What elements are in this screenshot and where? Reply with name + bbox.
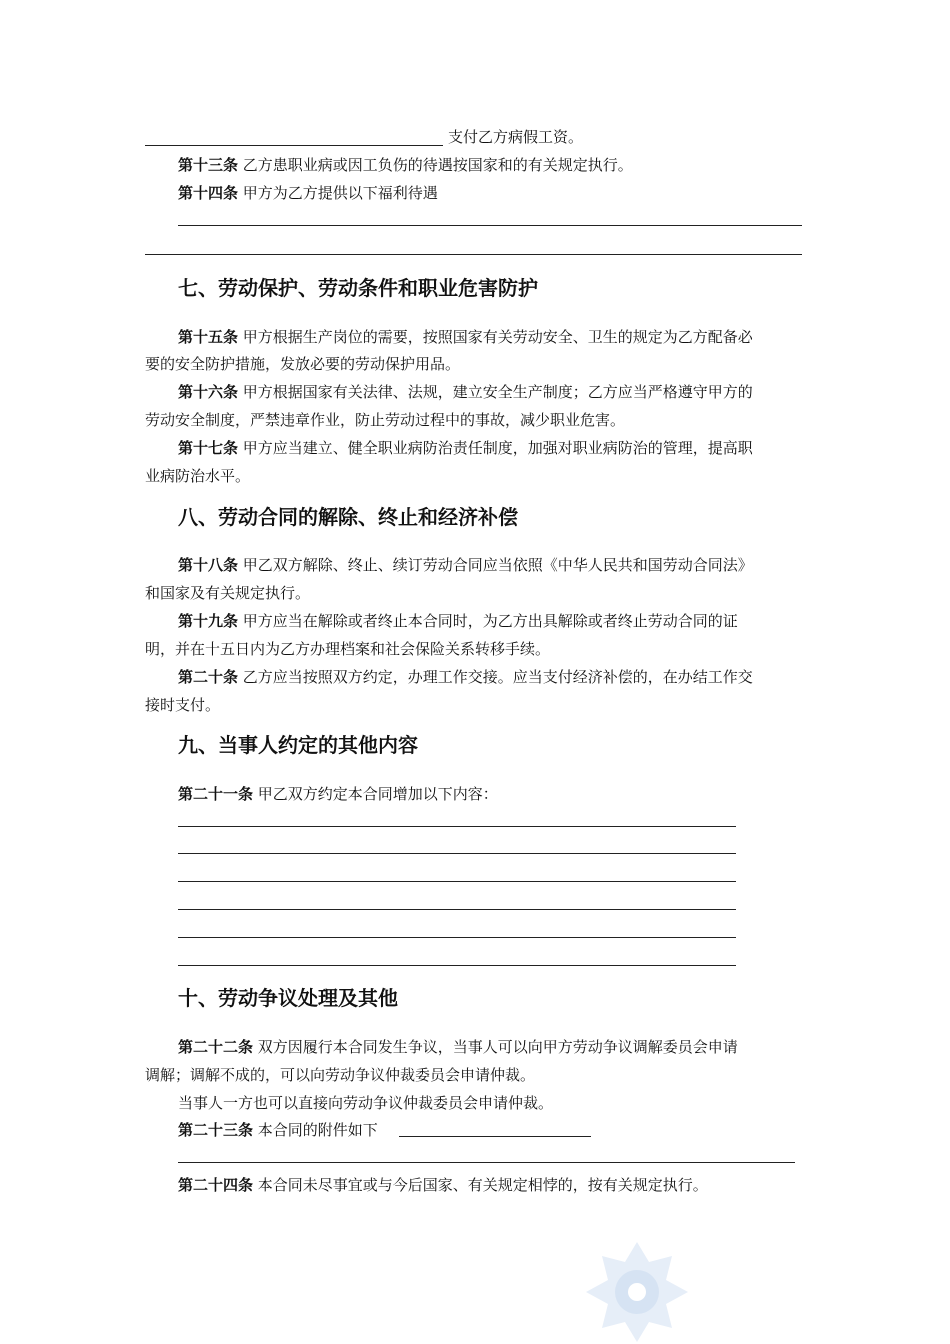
clause-label: 第二十三条 (178, 1121, 254, 1139)
clause-text: 甲方应当建立、健全职业病防治责任制度，加强对职业病防治的管理，提高职 (242, 439, 753, 457)
clause22-line1 (178, 1037, 738, 1057)
clause20-line2: 接时支付。 (145, 696, 221, 714)
fill-line (178, 965, 736, 966)
clause-text: 甲乙双方约定本合同增加以下内容： (257, 785, 498, 803)
clause-text: 甲方应当在解除或者终止本合同时，为乙方出具解除或者终止劳动合同的证 (242, 612, 738, 630)
clause-label: 第十六条 (178, 383, 239, 401)
clause15-line2: 要的安全防护措施，发放必要的劳动保护用品。 (145, 355, 461, 373)
clause-text: 双方因履行本合同发生争议，当事人可以向甲方劳动争议调解委员会申请 (257, 1038, 738, 1056)
clause16-line1 (178, 382, 753, 402)
clause18-line2: 和国家及有关规定执行。 (145, 584, 311, 602)
clause17-line2: 业病防治水平。 (145, 467, 251, 485)
clause-label: 第十三条 (178, 156, 239, 174)
section-heading: 七、劳动保护、劳动条件和职业危害防护 (178, 276, 538, 300)
clause-label: 第十四条 (178, 184, 239, 202)
section-heading: 八、劳动合同的解除、终止和经济补偿 (178, 505, 518, 529)
clause19-line1 (178, 611, 738, 631)
clause-label: 第十五条 (178, 328, 239, 346)
fill-line (178, 909, 736, 910)
clause22-line2: 调解；调解不成的，可以向劳动争议仲裁委员会申请仲裁。 (145, 1066, 536, 1084)
clause24 (178, 1175, 708, 1195)
clause19-line2: 明，并在十五日内为乙方办理档案和社会保险关系转移手续。 (145, 640, 551, 658)
fill-line (178, 881, 736, 882)
clause-text: 甲乙双方解除、终止、续订劳动合同应当依照《中华人民共和国劳动合同法》 (242, 556, 753, 574)
fill-line (178, 937, 736, 938)
clause20-line1 (178, 667, 753, 687)
clause-label: 第二十条 (178, 668, 239, 686)
clause21 (178, 784, 498, 804)
fill-line (178, 826, 736, 827)
clause-text: 甲方根据国家有关法律、法规，建立安全生产制度；乙方应当严格遵守甲方的 (242, 383, 753, 401)
clause-text: 乙方患职业病或因工负伤的待遇按国家和的有关规定执行。 (242, 156, 633, 174)
fill-line (145, 145, 443, 146)
fill-line (145, 254, 802, 255)
clause15-line1 (178, 327, 753, 347)
clause16-line2: 劳动安全制度，严禁违章作业，防止劳动过程中的事故，减少职业危害。 (145, 411, 626, 429)
clause-text: 本合同的附件如下 (257, 1121, 378, 1139)
clause-text: 甲方根据生产岗位的需要，按照国家有关劳动安全、卫生的规定为乙方配备必 (242, 328, 753, 346)
watermark-logo (582, 1240, 692, 1344)
clause18-line1 (178, 555, 753, 575)
clause-label: 第十八条 (178, 556, 239, 574)
clause13 (178, 155, 633, 175)
clause-text: 乙方应当按照双方约定，办理工作交接。应当支付经济补偿的，在办结工作交 (242, 668, 753, 686)
clause12-tail: 支付乙方病假工资。 (448, 128, 584, 146)
fill-line (178, 853, 736, 854)
clause-label: 第二十一条 (178, 785, 254, 803)
fill-line (178, 1162, 795, 1163)
section-heading: 九、当事人约定的其他内容 (178, 733, 418, 757)
clause-label: 第十九条 (178, 612, 239, 630)
fill-line (178, 225, 802, 226)
clause14 (178, 183, 438, 203)
clause-label: 第二十二条 (178, 1038, 254, 1056)
clause-text: 甲方为乙方提供以下福利待遇 (242, 184, 438, 202)
clause17-line1 (178, 438, 753, 458)
clause-label: 第十七条 (178, 439, 239, 457)
section-heading: 十、劳动争议处理及其他 (178, 986, 398, 1010)
clause-label: 第二十四条 (178, 1176, 254, 1194)
fill-line (399, 1136, 591, 1137)
clause23 (178, 1120, 378, 1140)
clause22-line3: 当事人一方也可以直接向劳动争议仲裁委员会申请仲裁。 (178, 1094, 554, 1112)
clause-text: 本合同未尽事宜或与今后国家、有关规定相悖的，按有关规定执行。 (257, 1176, 708, 1194)
